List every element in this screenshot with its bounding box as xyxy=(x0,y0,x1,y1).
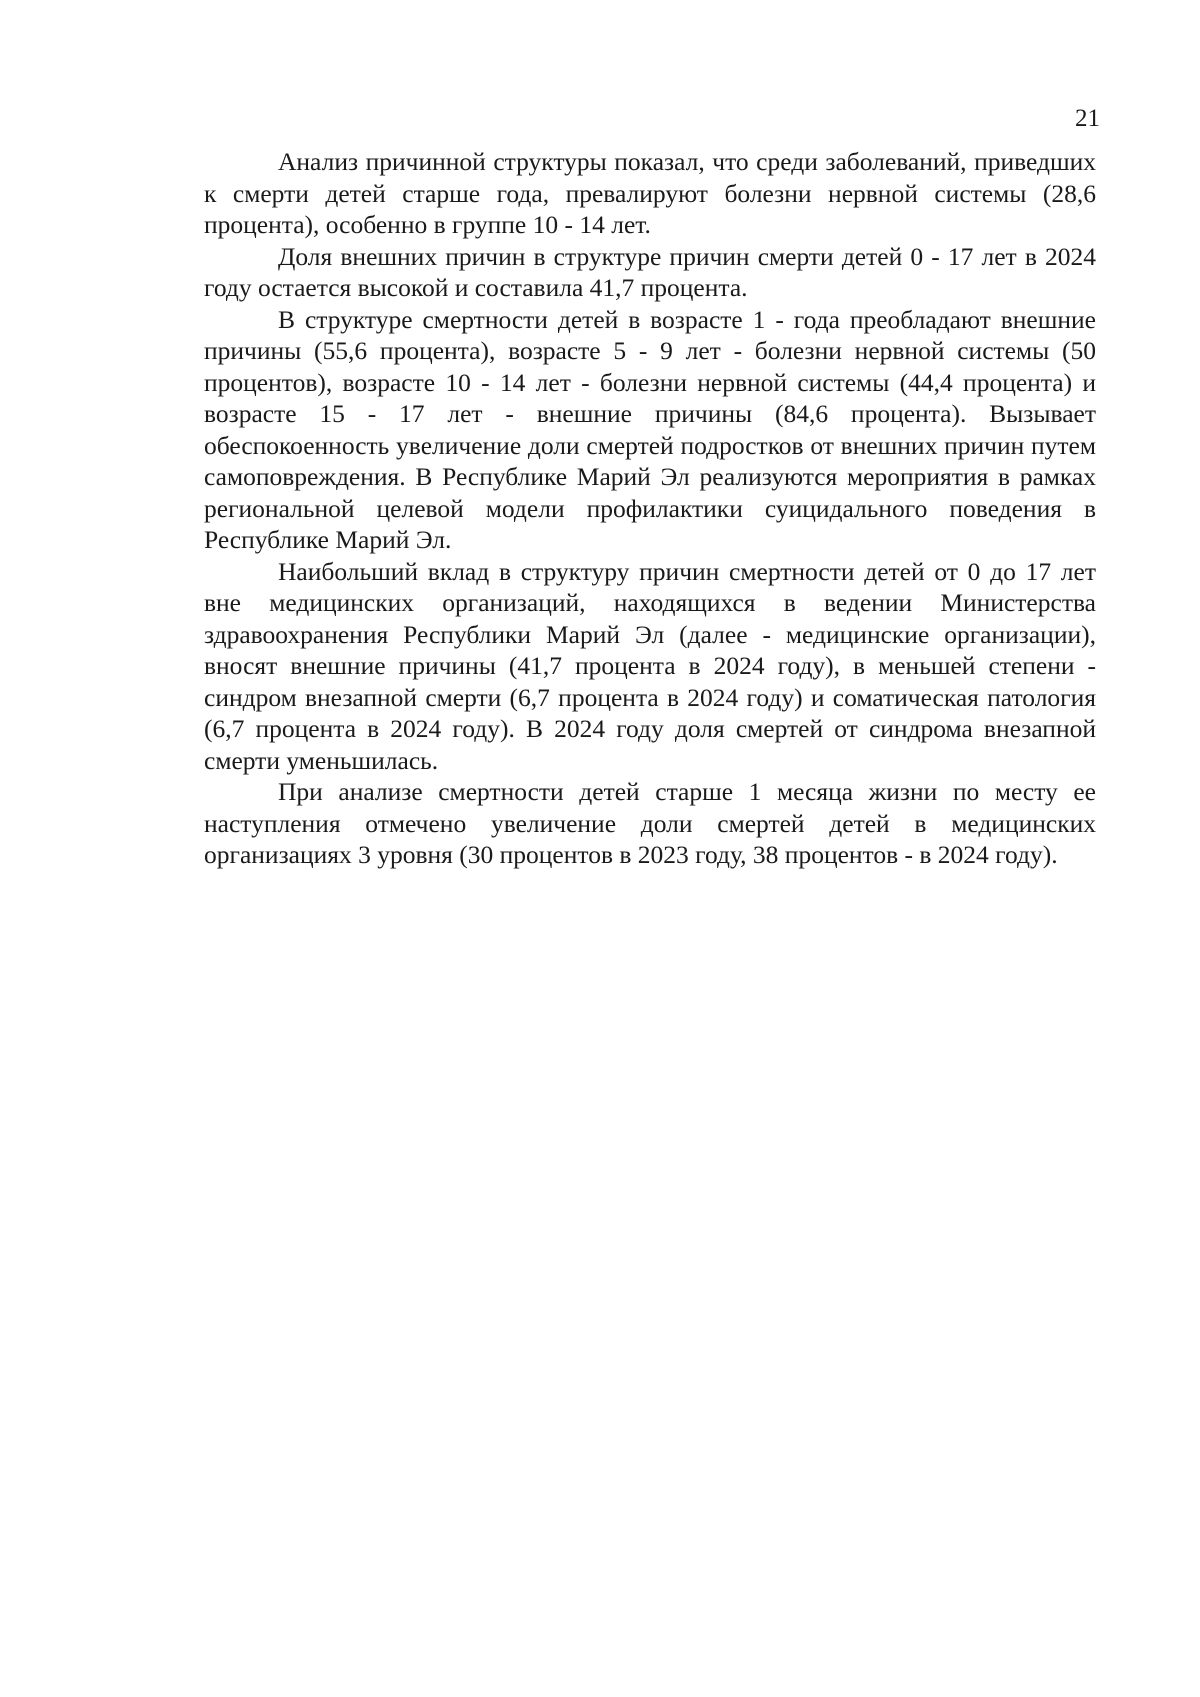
paragraph: В структуре смертности детей в возрасте 1 - года преобладают внешние причины (55,6 процента), возрасте 5 - 9 лет - болезни нервной системы (50 процентов), возрасте 10 - 14 лет - болезни нервной системы (44,4 процента) и возрасте 15 - 17 лет - внешние причины (84,6 процента). Вызывает обеспокоенность увеличение доли смертей подростков от внешних причин путем самоповреждения. В Республике Марий Эл реализуются мероприятия в рамках региональной целевой модели профилактики суицидального поведения в Республике Марий Эл. xyxy=(204,304,1096,554)
paragraph: Доля внешних причин в структуре причин смерти детей 0 - 17 лет в 2024 году остается высокой и составила 41,7 процента. xyxy=(204,241,1096,302)
paragraph: При анализе смертности детей старше 1 месяца жизни по месту ее наступления отмечено увеличение доли смертей детей в медицинских организациях 3 уровня (30 процентов в 2023 году, 38 процентов - в 2024 году). xyxy=(204,777,1096,869)
page-number: 21 xyxy=(1075,105,1100,132)
document-body xyxy=(204,146,1096,871)
paragraph: Наибольший вклад в структуру причин смертности детей от 0 до 17 лет вне медицинских организаций, находящихся в ведении Министерства здравоохранения Республики Марий Эл (далее - медицинские организации), вносят внешние причины (41,7 процента в 2024 году), в меньшей степени - синдром внезапной смерти (6,7 процента в 2024 году) и соматическая патология (6,7 процента в 2024 году). В 2024 году доля смертей от синдрома внезапной смерти уменьшилась. xyxy=(204,556,1096,775)
paragraph: Анализ причинной структуры показал, что среди заболеваний, приведших к смерти детей старше года, превалируют болезни нервной системы (28,6 процента), особенно в группе 10 - 14 лет. xyxy=(204,147,1096,239)
